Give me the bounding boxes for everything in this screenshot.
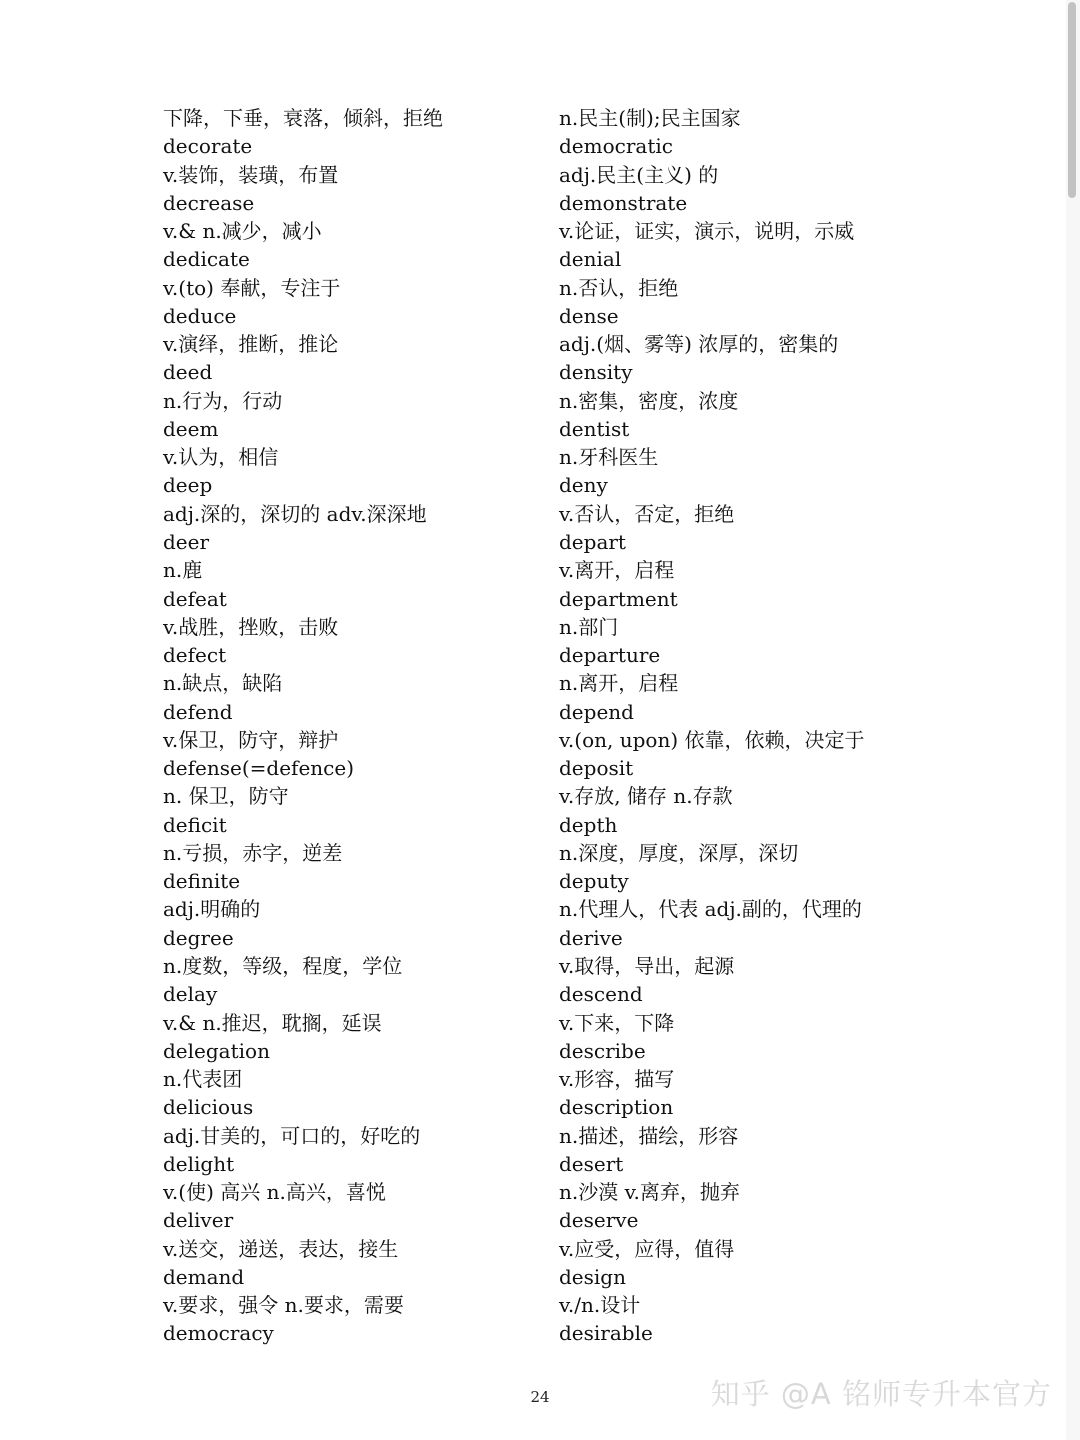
vocab-line: v.送交，递送，表达，接生 <box>163 1236 399 1261</box>
vocab-line: adj.(烟、雾等) 浓厚的，密集的 <box>559 332 839 357</box>
vocab-line: v.应受，应得，值得 <box>559 1236 735 1261</box>
vocab-line: n.描述，描绘，形容 <box>559 1123 739 1148</box>
vocab-line: deliver <box>163 1208 234 1233</box>
vocab-line: n.牙科医生 <box>559 445 659 470</box>
vocab-line: deserve <box>559 1208 639 1233</box>
vocab-line: v.(to) 奉献，专注于 <box>163 275 341 300</box>
vocab-line: desirable <box>559 1321 653 1346</box>
vocab-line: deposit <box>559 756 634 781</box>
vocab-line: depth <box>559 812 618 837</box>
vocab-line: definite <box>163 869 241 894</box>
vocab-line: design <box>559 1264 626 1289</box>
vocab-line: deduce <box>163 303 237 328</box>
scrollbar-thumb[interactable] <box>1068 2 1076 198</box>
vocab-line: departure <box>559 643 661 668</box>
vocab-line: adj.深的，深切的 adv.深深地 <box>163 501 427 526</box>
vocab-line: democracy <box>163 1321 274 1346</box>
vocab-line: v.(on, upon) 依靠，依赖，决定于 <box>559 727 865 752</box>
vocab-line: v.认为，相信 <box>163 445 279 470</box>
vocab-line: v.否认，否定，拒绝 <box>559 501 735 526</box>
vocab-line: v.保卫，防守，辩护 <box>163 727 339 752</box>
vocab-line: degree <box>163 925 234 950</box>
vocab-line: n.度数，等级，程度，学位 <box>163 953 403 978</box>
vocab-line: n.密集，密度，浓度 <box>559 388 739 413</box>
vocab-line: v.& n.推迟，耽搁，延误 <box>163 1010 382 1035</box>
vocab-line: v./n.设计 <box>559 1293 641 1318</box>
page-number: 24 <box>530 1388 550 1406</box>
scrollbar-track[interactable] <box>1066 0 1080 1440</box>
vocab-line: decorate <box>163 134 253 159</box>
vocab-line: demand <box>163 1264 245 1289</box>
vocab-line: n.部门 <box>559 614 619 639</box>
vocab-line: v.& n.减少，减小 <box>163 219 322 244</box>
vocab-line: desert <box>559 1151 624 1176</box>
vocab-line: dense <box>559 303 619 328</box>
vocab-line: n.深度，厚度，深厚，深切 <box>559 840 799 865</box>
vocab-line: deem <box>163 416 219 441</box>
vocab-line: deny <box>559 473 608 498</box>
vocab-line: decrease <box>163 190 255 215</box>
vocab-line: deficit <box>163 812 227 837</box>
vocab-line: description <box>559 1095 674 1120</box>
vocab-line: defeat <box>163 586 227 611</box>
vocab-line: derive <box>559 925 623 950</box>
vocab-line: n. 保卫，防守 <box>163 784 289 809</box>
vocab-line: 下降，下垂，衰落，倾斜，拒绝 <box>163 106 443 130</box>
vocab-line: delight <box>163 1151 235 1176</box>
vocab-line: department <box>559 586 678 611</box>
vocab-line: defense(=defence) <box>163 756 355 781</box>
vocab-line: defend <box>163 699 233 724</box>
left-column <box>163 104 443 1348</box>
vocab-line: deed <box>163 360 213 385</box>
vocab-line: deputy <box>559 869 629 894</box>
vocab-line: v.存放, 储存 n.存款 <box>559 784 733 809</box>
vocab-line: describe <box>559 1038 646 1063</box>
vocab-line: v.战胜，挫败，击败 <box>163 614 339 639</box>
vocab-line: dentist <box>559 416 630 441</box>
vocab-line: n.代表团 <box>163 1067 243 1092</box>
vocab-line: v.演绎，推断，推论 <box>163 332 339 357</box>
vocab-line: v.论证，证实，演示，说明，示威 <box>559 219 855 244</box>
vocab-line: descend <box>559 982 643 1007</box>
vocab-line: adj.明确的 <box>163 897 261 922</box>
vocab-line: delicious <box>163 1095 254 1120</box>
vocab-line: depart <box>559 529 626 554</box>
vocab-line: n.行为，行动 <box>163 388 283 413</box>
vocab-line: n.代理人，代表 adj.副的，代理的 <box>559 897 862 922</box>
vocab-line: deer <box>163 529 210 554</box>
vocab-line: v.(使) 高兴 n.高兴，喜悦 <box>163 1180 386 1205</box>
vocab-line: denial <box>559 247 622 272</box>
vocab-line: n.民主(制);民主国家 <box>559 106 741 130</box>
vocab-line: democratic <box>559 134 673 159</box>
vocab-line: v.取得，导出，起源 <box>559 953 735 978</box>
vocab-line: n.离开，启程 <box>559 671 679 696</box>
vocab-line: n.缺点，缺陷 <box>163 671 283 696</box>
watermark: 知乎 @A 铭师专升本官方 <box>710 1377 1052 1411</box>
vocab-line: v.离开，启程 <box>559 558 675 583</box>
vocab-line: n.亏损，赤字，逆差 <box>163 840 343 865</box>
vocab-line: adj.甘美的，可口的，好吃的 <box>163 1123 421 1148</box>
vocab-line: n.否认，拒绝 <box>559 275 679 300</box>
vocab-line: dedicate <box>163 247 250 272</box>
right-column <box>559 104 865 1348</box>
vocab-line: density <box>559 360 633 385</box>
vocab-line: defect <box>163 643 227 668</box>
vocab-line: v.要求，强令 n.要求，需要 <box>163 1293 404 1318</box>
vocab-line: v.装饰，装璜，布置 <box>163 162 339 187</box>
vocab-line: depend <box>559 699 634 724</box>
vocab-line: delay <box>163 982 218 1007</box>
vocab-line: delegation <box>163 1038 270 1063</box>
vocab-line: adj.民主(主义) 的 <box>559 162 719 187</box>
vocab-line: n.沙漠 v.离弃，抛弃 <box>559 1180 740 1205</box>
vocab-line: v.形容，描写 <box>559 1067 675 1092</box>
vocab-line: deep <box>163 473 213 498</box>
vocab-line: demonstrate <box>559 190 688 215</box>
vocab-line: n.鹿 <box>163 558 203 583</box>
vocab-line: v.下来，下降 <box>559 1010 675 1035</box>
